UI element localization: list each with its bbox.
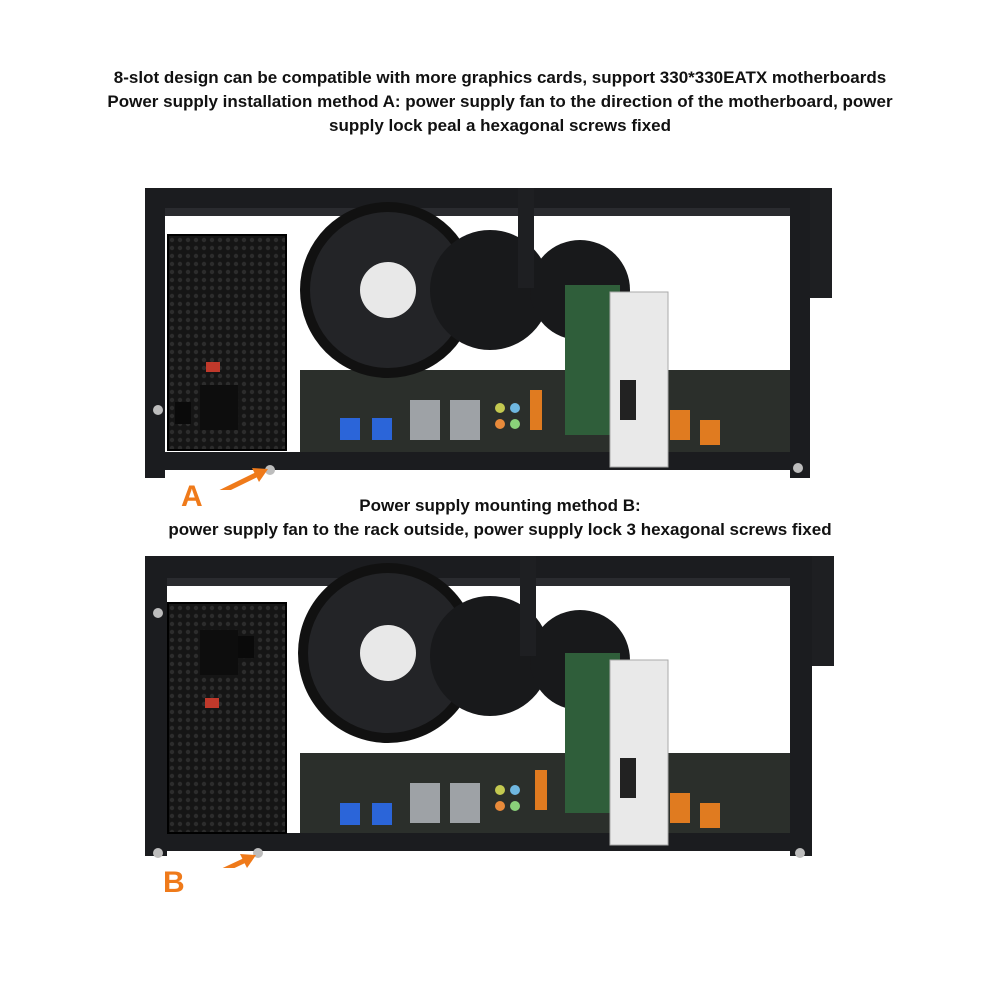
- chassis-photo-a: [0, 180, 1000, 490]
- top-caption: [0, 66, 1000, 138]
- caption-line: power supply fan to the rack outside, power supply lock 3 hexagonal screws fixed: [168, 520, 832, 539]
- caption-line: 8-slot design can be compatible with more graphics cards, support 330*330EATX motherboards: [113, 68, 887, 87]
- label-a: A: [181, 480, 203, 513]
- label-b: B: [163, 866, 185, 899]
- chassis-photo-b: [0, 548, 1000, 868]
- middle-caption: [0, 494, 1000, 542]
- caption-line: supply lock peal a hexagonal screws fixed: [328, 116, 672, 135]
- caption-line: Power supply installation method A: power supply fan to the direction of the motherboard, power: [107, 92, 893, 111]
- caption-line: Power supply mounting method B:: [359, 496, 641, 515]
